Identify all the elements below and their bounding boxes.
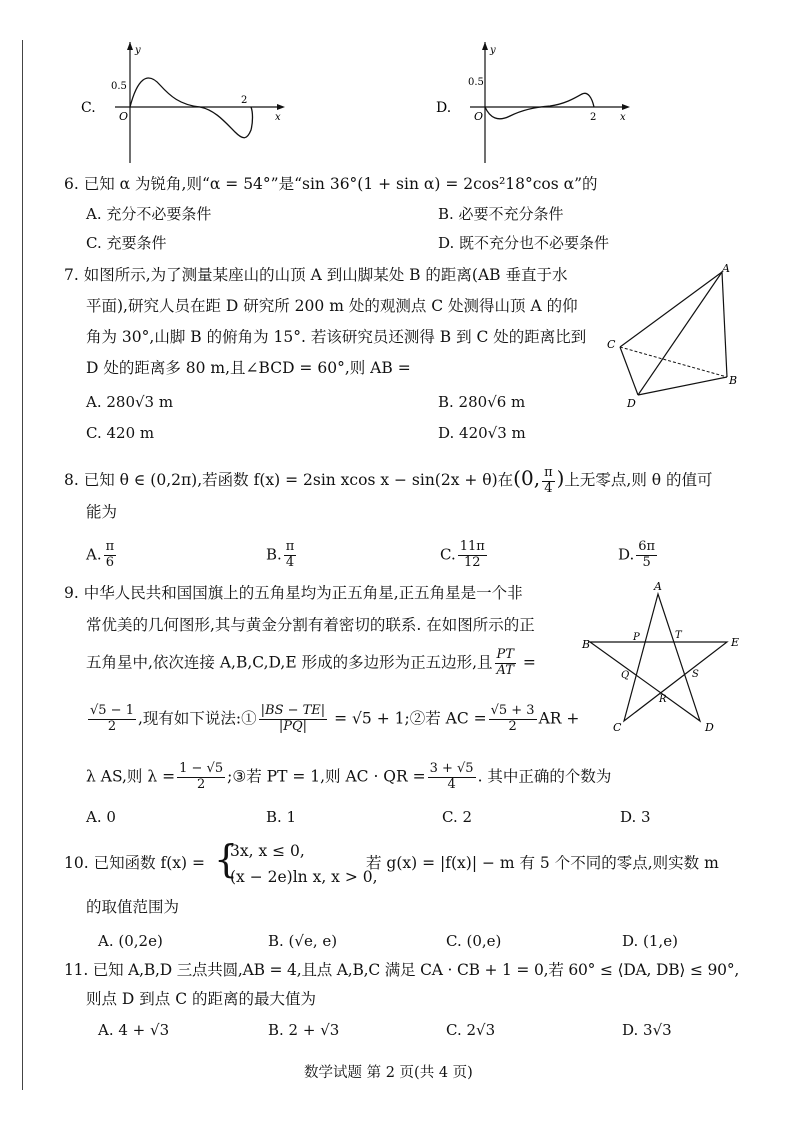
q11-line-1: 11. 已知 A,B,D 三点共圆,AB = 4,且点 A,B,C 满足 CA · CB + 1 = 0,若 60° ≤ ⟨DA, DB⟩ ≤ 90°, (64, 961, 740, 979)
q9-line-4-frac3-den: 2 (508, 718, 517, 734)
q9-line-5 (86, 762, 611, 793)
q11-option-d: D. 3√3 (622, 1021, 672, 1039)
q9-line-5-frac-den: 2 (196, 776, 206, 792)
q9-line-4-mid: ,现有如下说法:① (137, 709, 257, 728)
q7-label-b: B (729, 374, 738, 387)
q7-option-b: B. 280√6 m (438, 393, 526, 411)
q7-option-d: D. 420√3 m (438, 424, 526, 442)
graph-d-option-label: D. (436, 100, 452, 116)
graph-d-y-label: y (490, 45, 496, 56)
q8-option-b-letter: B. (266, 545, 282, 564)
q9-line-4-tail: AR + (538, 709, 580, 728)
q9-option-a: A. 0 (86, 808, 116, 826)
q9-line-4-frac3-num: √5 + 3 (490, 703, 535, 718)
q9-label-t: T (675, 630, 682, 641)
q9-label-e: E (731, 636, 740, 649)
q10-brace: { (214, 837, 239, 881)
graph-c-tick-05: 0.5 (111, 81, 127, 92)
q8-option-c-letter: C. (440, 545, 456, 564)
q6-option-c: C. 充要条件 (86, 234, 167, 252)
q10-option-a: A. (0,2e) (98, 932, 163, 950)
q8-option-c (440, 540, 489, 571)
graph-c-y-label: y (135, 45, 141, 56)
graph-option-d (430, 40, 645, 165)
q10-tail: 若 g(x) = |f(x)| − m 有 5 个不同的零点,则实数 m (366, 854, 719, 872)
q8-option-d (618, 540, 659, 571)
q9-option-d: D. 3 (620, 808, 651, 826)
q8-option-d-den: 5 (642, 554, 651, 570)
graph-d-x-label: x (620, 112, 626, 123)
q8-option-b (266, 540, 298, 571)
q8-option-c-num: 11π (459, 539, 485, 554)
q10-line-2: 的取值范围为 (86, 898, 180, 916)
q9-line-3-frac-den: AT (496, 662, 514, 678)
q11-option-c: C. 2√3 (446, 1021, 496, 1039)
q9-line-5-head: λ AS,则 λ = (86, 767, 176, 786)
graph-c-tick-2: 2 (241, 95, 248, 106)
q10-case-2: (x − 2e)ln x, x > 0, (230, 868, 378, 886)
q8-line-1 (64, 462, 713, 496)
q9-line-3-tail: = (517, 653, 536, 672)
q6-stem: 6. 已知 α 为锐角,则“α = 54°”是“sin 36°(1 + sin α) = 2cos²18°cos α”的 (64, 175, 598, 193)
q7-label-a: A (722, 262, 730, 275)
q8-option-d-letter: D. (618, 545, 635, 564)
graph-c-option-label: C. (81, 100, 96, 116)
q9-line-2: 常优美的几何图形,其与黄金分割有着密切的联系. 在如图所示的正 (86, 616, 535, 634)
q7-option-a: A. 280√3 m (86, 393, 174, 411)
graph-option-c (75, 40, 290, 165)
q9-line-5-frac2-num: 3 + √5 (429, 761, 474, 776)
q8-option-a-letter: A. (86, 545, 102, 564)
q8-interval-num: π (544, 464, 553, 480)
graph-c-origin: O (119, 110, 129, 123)
q8-option-b-den: 4 (285, 554, 295, 570)
graph-c-x-label: x (275, 112, 281, 123)
q8-option-c-den: 12 (463, 554, 481, 570)
q8-option-d-num: 6π (638, 539, 656, 554)
q7-figure (600, 262, 750, 412)
q8-interval-den: 4 (544, 480, 553, 496)
q11-option-b: B. 2 + √3 (268, 1021, 340, 1039)
q9-line-3-frac-num: PT (496, 647, 514, 662)
q9-line-1: 9. 中华人民共和国国旗上的五角星均为正五角星,正五角星是一个非 (64, 584, 523, 602)
binding-margin-line (22, 40, 23, 1090)
q6-option-b: B. 必要不充分条件 (438, 205, 564, 223)
q8-option-a (86, 540, 118, 571)
graph-d-tick-2: 2 (590, 112, 597, 123)
q9-line-3-text: 五角星中,依次连接 A,B,C,D,E 形成的多边形为正五边形,且 (86, 653, 493, 672)
q7-line-3: 角为 30°,山脚 B 的俯角为 15°. 若该研究员还测得 B 到 C 处的距离比到 (86, 328, 587, 346)
q7-option-c: C. 420 m (86, 424, 155, 442)
q10-option-d: D. (1,e) (622, 932, 678, 950)
q9-label-b: B (582, 638, 591, 651)
graph-d-origin: O (474, 110, 484, 123)
q8-option-a-den: 6 (105, 554, 115, 570)
q11-line-2: 则点 D 到点 C 的距离的最大值为 (86, 990, 316, 1008)
q11-option-a: A. 4 + √3 (98, 1021, 170, 1039)
q9-line-5-tail: . 其中正确的个数为 (477, 767, 612, 786)
q10-case-1: 3x, x ≤ 0, (230, 842, 305, 860)
q9-option-c: C. 2 (442, 808, 473, 826)
q8-interval-frac (542, 466, 555, 497)
q7-label-c: C (607, 338, 616, 351)
q10-option-c: C. (0,e) (446, 932, 502, 950)
q10-option-b: B. (√e, e) (268, 932, 338, 950)
q8-line-2: 能为 (86, 503, 118, 521)
q9-label-q: Q (621, 670, 630, 681)
q9-label-a: A (654, 580, 662, 593)
q7-line-1: 7. 如图所示,为了测量某座山的山顶 A 到山脚某处 B 的距离(AB 垂直于水 (64, 266, 568, 284)
q6-option-a: A. 充分不必要条件 (86, 205, 212, 223)
q7-label-d: D (627, 397, 636, 410)
q9-line-4-frac-den: 2 (107, 718, 117, 734)
q9-star-figure (580, 580, 755, 735)
q9-line-4-frac2-den: |PQ| (278, 718, 307, 734)
q9-label-p: P (633, 632, 640, 643)
page-footer: 数学试题 第 2 页(共 4 页) (304, 1065, 473, 1081)
q9-label-r: R (659, 694, 667, 705)
q8-line-1-tail: 上无零点,则 θ 的值可 (564, 471, 713, 489)
q8-interval-right: ) (556, 466, 565, 490)
q7-line-2: 平面),研究人员在距 D 研究所 200 m 处的观测点 C 处测得山顶 A 的仰 (86, 297, 578, 315)
q9-line-5-mid: ;③若 PT = 1,则 AC · QR = (227, 767, 426, 786)
graph-d-tick-05: 0.5 (468, 77, 484, 88)
q9-option-b: B. 1 (266, 808, 297, 826)
q7-line-4: D 处的距离多 80 m,且∠BCD = 60°,则 AB = (86, 359, 411, 377)
q9-line-5-frac2-den: 4 (447, 776, 456, 792)
q8-line-1-text: 8. 已知 θ ∈ (0,2π),若函数 f(x) = 2sin xcos x − sin(2x + θ)在 (64, 471, 514, 489)
q6-option-d: D. 既不充分也不必要条件 (438, 234, 610, 252)
q9-line-5-frac-num: 1 − √5 (179, 761, 224, 776)
q9-line-3 (86, 648, 536, 679)
q8-interval-left: (0, (513, 466, 541, 490)
q9-line-4-frac2-num: |BS − TE| (260, 703, 326, 718)
q9-line-4 (86, 704, 579, 735)
q8-option-a-num: π (105, 539, 115, 554)
q10-head: 10. 已知函数 f(x) = (64, 854, 205, 872)
q9-line-4-frac-num: √5 − 1 (90, 703, 134, 718)
q8-option-b-num: π (285, 539, 295, 554)
q9-label-c: C (613, 721, 622, 734)
q9-label-d: D (705, 721, 714, 734)
q9-line-4-mid2: = √5 + 1;②若 AC = (329, 709, 487, 728)
q9-label-s: S (692, 669, 699, 680)
